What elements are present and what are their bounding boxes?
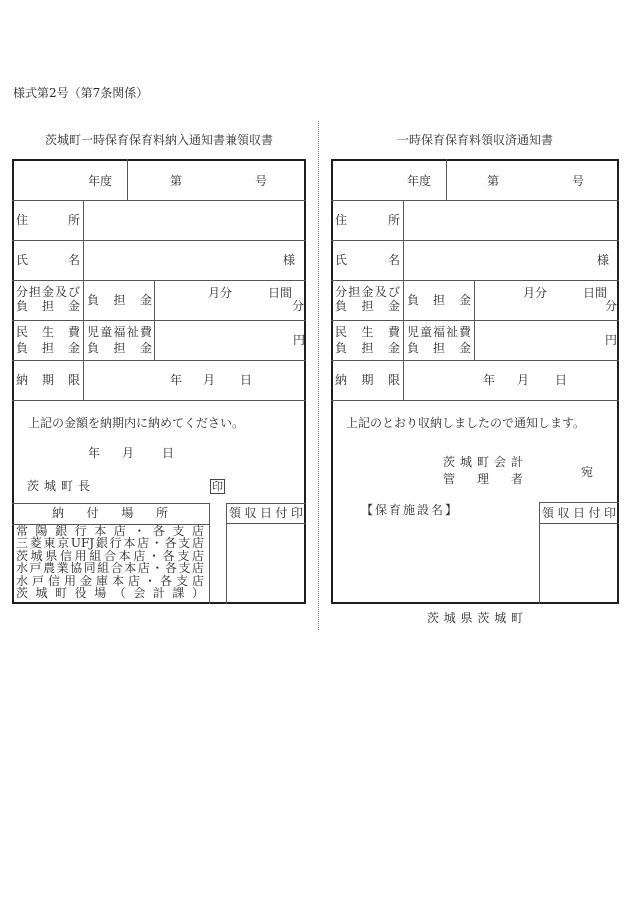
facility-label: 【保育施設名】 bbox=[361, 503, 457, 517]
days-unit: 日間 bbox=[583, 286, 608, 300]
stamp-box-header-divider bbox=[539, 523, 619, 524]
stamp-box-top bbox=[226, 503, 306, 504]
month-unit: 月分 bbox=[208, 286, 233, 300]
share-label-line1: 分担金及び bbox=[16, 285, 80, 299]
receipt-form bbox=[331, 159, 619, 604]
payment-place-item: 常陽銀行本店・各支店 bbox=[16, 524, 204, 538]
addressee-line2: 管理者 bbox=[443, 472, 523, 486]
stamp-box-left bbox=[539, 502, 540, 604]
notice-message: 上記の金額を納期内に納めてください。 bbox=[28, 416, 245, 430]
due-label: 納期限 bbox=[335, 373, 400, 387]
sublabel-column-divider bbox=[154, 280, 155, 360]
receipt-stamp-label: 領収日付印 bbox=[542, 506, 616, 520]
minutes-unit: 分 bbox=[292, 299, 305, 313]
number-suffix: 号 bbox=[255, 174, 268, 188]
welfare-label-line1: 民生費 bbox=[16, 325, 80, 339]
month-unit: 月分 bbox=[523, 286, 548, 300]
payment-places-list bbox=[16, 525, 204, 599]
share-sublabel: 負担金 bbox=[87, 293, 152, 307]
row-divider bbox=[331, 360, 619, 361]
label-column-divider bbox=[83, 200, 84, 400]
receipt-message: 上記のとおり収納しましたので通知します。 bbox=[346, 416, 586, 430]
row-divider bbox=[12, 280, 306, 281]
currency-unit: 円 bbox=[605, 333, 618, 347]
addressee-suffix: 宛 bbox=[581, 465, 594, 479]
row-divider bbox=[331, 320, 619, 321]
payment-place-item: 茨城町役場（会計課） bbox=[16, 585, 204, 600]
days-unit: 日間 bbox=[268, 286, 293, 300]
row-divider bbox=[12, 400, 306, 401]
due-month: 月 bbox=[203, 373, 216, 387]
row-divider bbox=[12, 240, 306, 241]
address-label: 住所 bbox=[16, 213, 80, 227]
receipt-form-title: 一時保育保育料領収済通知書 bbox=[396, 133, 553, 147]
payment-place-item: 水戸信用金庫本店・各支店 bbox=[16, 573, 204, 588]
welfare-label-line2: 負担金 bbox=[16, 341, 80, 355]
due-month: 月 bbox=[517, 373, 530, 387]
issue-day: 日 bbox=[162, 446, 175, 460]
stamp-box-left bbox=[226, 503, 227, 604]
issuer: 茨城町長 bbox=[27, 479, 90, 493]
row-divider bbox=[12, 320, 306, 321]
payment-place-item: 茨城県信用組合本店・各支店 bbox=[16, 548, 204, 563]
row-divider bbox=[331, 280, 619, 281]
issue-year: 年 bbox=[88, 446, 101, 460]
stamp-box-header-divider bbox=[226, 523, 306, 524]
footer-municipality: 茨城県茨城町 bbox=[427, 611, 523, 625]
row-divider bbox=[331, 400, 619, 401]
welfare-sublabel-line1: 児童福祉費 bbox=[407, 325, 471, 339]
row-divider bbox=[331, 200, 619, 201]
address-label: 住所 bbox=[335, 213, 400, 227]
notice-form bbox=[12, 159, 306, 604]
fiscal-year-label: 年度 bbox=[88, 174, 113, 188]
name-honorific: 様 bbox=[597, 253, 610, 267]
cut-line bbox=[318, 121, 319, 630]
due-year: 年 bbox=[483, 373, 496, 387]
share-label-line1: 分担金及び bbox=[335, 285, 400, 299]
due-day: 日 bbox=[555, 373, 568, 387]
number-prefix: 第 bbox=[487, 174, 500, 188]
number-suffix: 号 bbox=[572, 174, 585, 188]
label-column-divider bbox=[403, 200, 404, 400]
due-year: 年 bbox=[170, 373, 183, 387]
name-honorific: 様 bbox=[283, 253, 296, 267]
welfare-sublabel-line2: 負担金 bbox=[407, 341, 471, 355]
payment-places-header: 納付場所 bbox=[52, 506, 168, 520]
stamp-box-top bbox=[539, 502, 619, 503]
payment-place-item: 三菱東京UFJ銀行本店・各支店 bbox=[16, 536, 204, 551]
name-label: 氏名 bbox=[335, 253, 400, 267]
payment-box-top bbox=[12, 503, 210, 504]
fiscal-year-label: 年度 bbox=[407, 174, 432, 188]
currency-unit: 円 bbox=[293, 333, 306, 347]
welfare-label-line2: 負担金 bbox=[335, 341, 400, 355]
welfare-sublabel-line2: 負担金 bbox=[87, 341, 152, 355]
notice-form-title: 茨城町一時保育保育料納入通知書兼領収書 bbox=[44, 133, 273, 147]
seal-mark: 印 bbox=[212, 480, 223, 493]
row-divider bbox=[12, 360, 306, 361]
welfare-sublabel-line1: 児童福祉費 bbox=[87, 325, 152, 339]
form-number: 様式第2号（第7条関係） bbox=[13, 86, 149, 100]
issue-month: 月 bbox=[122, 446, 135, 460]
receipt-stamp-label: 領収日付印 bbox=[229, 506, 303, 520]
addressee-line1: 茨城町会計 bbox=[443, 455, 523, 469]
share-label-line2: 負担金 bbox=[16, 299, 80, 313]
row-divider bbox=[331, 240, 619, 241]
row-divider bbox=[12, 200, 306, 201]
column-divider bbox=[446, 159, 447, 200]
welfare-label-line1: 民生費 bbox=[335, 325, 400, 339]
number-prefix: 第 bbox=[170, 174, 183, 188]
due-day: 日 bbox=[240, 373, 253, 387]
payment-place-item: 水戸農業協同組合本店・各支店 bbox=[16, 561, 204, 576]
name-label: 氏名 bbox=[16, 253, 80, 267]
minutes-unit: 分 bbox=[605, 299, 618, 313]
share-sublabel: 負担金 bbox=[407, 293, 471, 307]
payment-box-right bbox=[209, 503, 210, 604]
share-label-line2: 負担金 bbox=[335, 299, 400, 313]
due-label: 納期限 bbox=[16, 373, 80, 387]
column-divider bbox=[127, 159, 128, 200]
sublabel-column-divider bbox=[474, 280, 475, 360]
